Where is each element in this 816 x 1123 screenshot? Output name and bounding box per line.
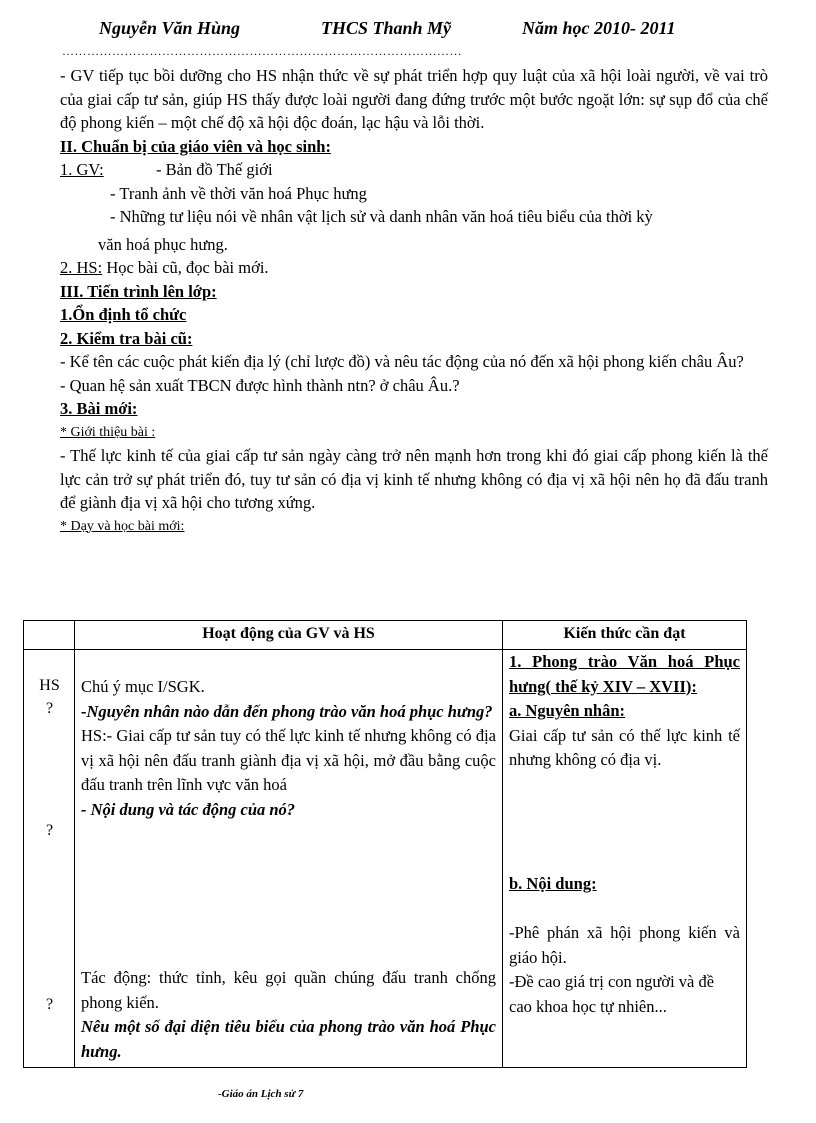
knowledge-block-1 <box>509 650 740 773</box>
activity-block-1 <box>81 675 496 822</box>
hs-label: 2. HS: <box>60 258 103 277</box>
activity-answer-1: HS:- Giai cấp tư sản tuy có thế lực kinh tế nhưng không có địa vị xã hội nên đấu tranh giành địa vị xã hội, mở đầu bằng cuộc đấu tranh trên lĩnh vực văn hoá <box>81 726 496 794</box>
hs-text: Học bài cũ, đọc bài mới. <box>106 258 269 277</box>
gv-item-materials-cont: văn hoá phục hưng. <box>98 234 228 254</box>
question-marker-1: ? <box>45 700 54 717</box>
header-knowledge: Kiến thức cần đạt <box>563 625 686 642</box>
teach-label: * Dạy và học bài mới: <box>60 518 185 534</box>
gv-item-pictures: - Tranh ảnh về thời văn hoá Phục hưng <box>110 183 367 203</box>
knowledge-content-2: -Đề cao giá trị con người và đề cao khoa học tự nhiên... <box>509 972 715 1016</box>
step-1-title: 1.Ổn định tổ chức <box>60 305 187 324</box>
activity-question-2: - Nội dung và tác động của nó? <box>81 799 296 819</box>
intro-label: * Giới thiệu bài : <box>60 424 156 440</box>
intro-paragraph: - GV tiếp tục bồi dưỡng cho HS nhận thức về sự phát triển hợp quy luật của xã hội loài người, về vai trò của giai cấp tư sản, giúp HS thấy được loài người đang đứng trước một bước ngoặt lớn: sự sụp đổ của chế độ phong kiến – một chế độ xã hội độc đoán, lạc hậu và lỗi thời. <box>60 66 768 132</box>
hs-marker: HS <box>39 677 60 694</box>
header-divider: …………………………………………………………………………………… <box>62 44 462 58</box>
activity-question-3: Nêu một số đại diện tiêu biểu của phong trào văn hoá Phục hưng. <box>81 1017 496 1061</box>
header-activity: Hoạt động của GV và HS <box>202 625 375 642</box>
table-header-divider <box>24 649 746 650</box>
knowledge-cause-heading: a. Nguyên nhân: <box>509 701 625 720</box>
step-3-title: 3. Bài mới: <box>60 399 138 418</box>
knowledge-content-heading: b. Nội dung: <box>509 874 597 893</box>
knowledge-block-3 <box>509 921 740 1019</box>
lesson-table <box>23 620 747 1068</box>
review-question-1: - Kể tên các cuộc phát kiến địa lý (chỉ lược đồ) và nêu tác động của nó đến xã hội phong kiến châu Âu? <box>60 352 744 371</box>
knowledge-content-1: -Phê phán xã hội phong kiến và giáo hội. <box>509 923 740 967</box>
gv-item-map: - Bản đồ Thế giới <box>155 160 273 179</box>
gv-label: 1. GV: <box>60 160 104 179</box>
page-header <box>0 18 816 46</box>
gv-item-materials: - Những tư liệu nói về nhân vật lịch sử và danh nhân văn hoá tiêu biểu của thời kỳ <box>110 207 653 226</box>
hs-row <box>60 256 768 280</box>
document-body <box>60 64 768 538</box>
section-3-title: III. Tiến trình lên lớp: <box>60 281 217 301</box>
school-year: Năm học 2010- 2011 <box>522 18 676 38</box>
activity-note: Chú ý mục I/SGK. <box>81 677 205 696</box>
school-name: THCS Thanh Mỹ <box>321 18 452 38</box>
activity-effect: Tác động: thức tỉnh, kêu gọi quần chúng đấu tranh chống phong kiến. <box>81 968 496 1012</box>
activity-question-1: -Nguyên nhân nào dẫn đến phong trào văn hoá phục hưng? <box>81 701 493 721</box>
page-footer: -Giáo án Lịch sử 7 <box>218 1088 304 1100</box>
question-marker-3: ? <box>45 996 54 1013</box>
knowledge-cause-text: Giai cấp tư sản có thế lực kinh tế nhưng không có địa vị. <box>509 725 740 769</box>
table-col-marker <box>24 621 75 1067</box>
author-name: Nguyễn Văn Hùng <box>99 18 241 38</box>
knowledge-block-2 <box>509 872 740 897</box>
activity-block-2 <box>81 966 496 1064</box>
question-marker-2: ? <box>45 822 54 839</box>
review-question-2: - Quan hệ sản xuất TBCN được hình thành ntn? ở châu Âu.? <box>60 375 460 395</box>
table-col-knowledge <box>503 621 746 1067</box>
step-2-title: 2. Kiểm tra bài cũ: <box>60 328 193 348</box>
section-2-title: II. Chuẩn bị của giáo viên và học sinh: <box>60 136 331 156</box>
gv-row <box>60 158 768 182</box>
intro-text: - Thế lực kinh tế của giai cấp tư sản ngày càng trở nên mạnh hơn trong khi đó giai cấp phong kiến là thế lực cản trở sự phát triển đó, tuy tư sản có địa vị kinh tế nhưng không có địa vị xã hội nên họ đã đấu tranh để giành địa vị xã hội cho tương xứng. <box>60 446 768 512</box>
table-col-activity <box>75 621 503 1067</box>
knowledge-title: 1. Phong trào Văn hoá Phục hưng( thế kỷ XIV – XVII): <box>509 652 740 696</box>
